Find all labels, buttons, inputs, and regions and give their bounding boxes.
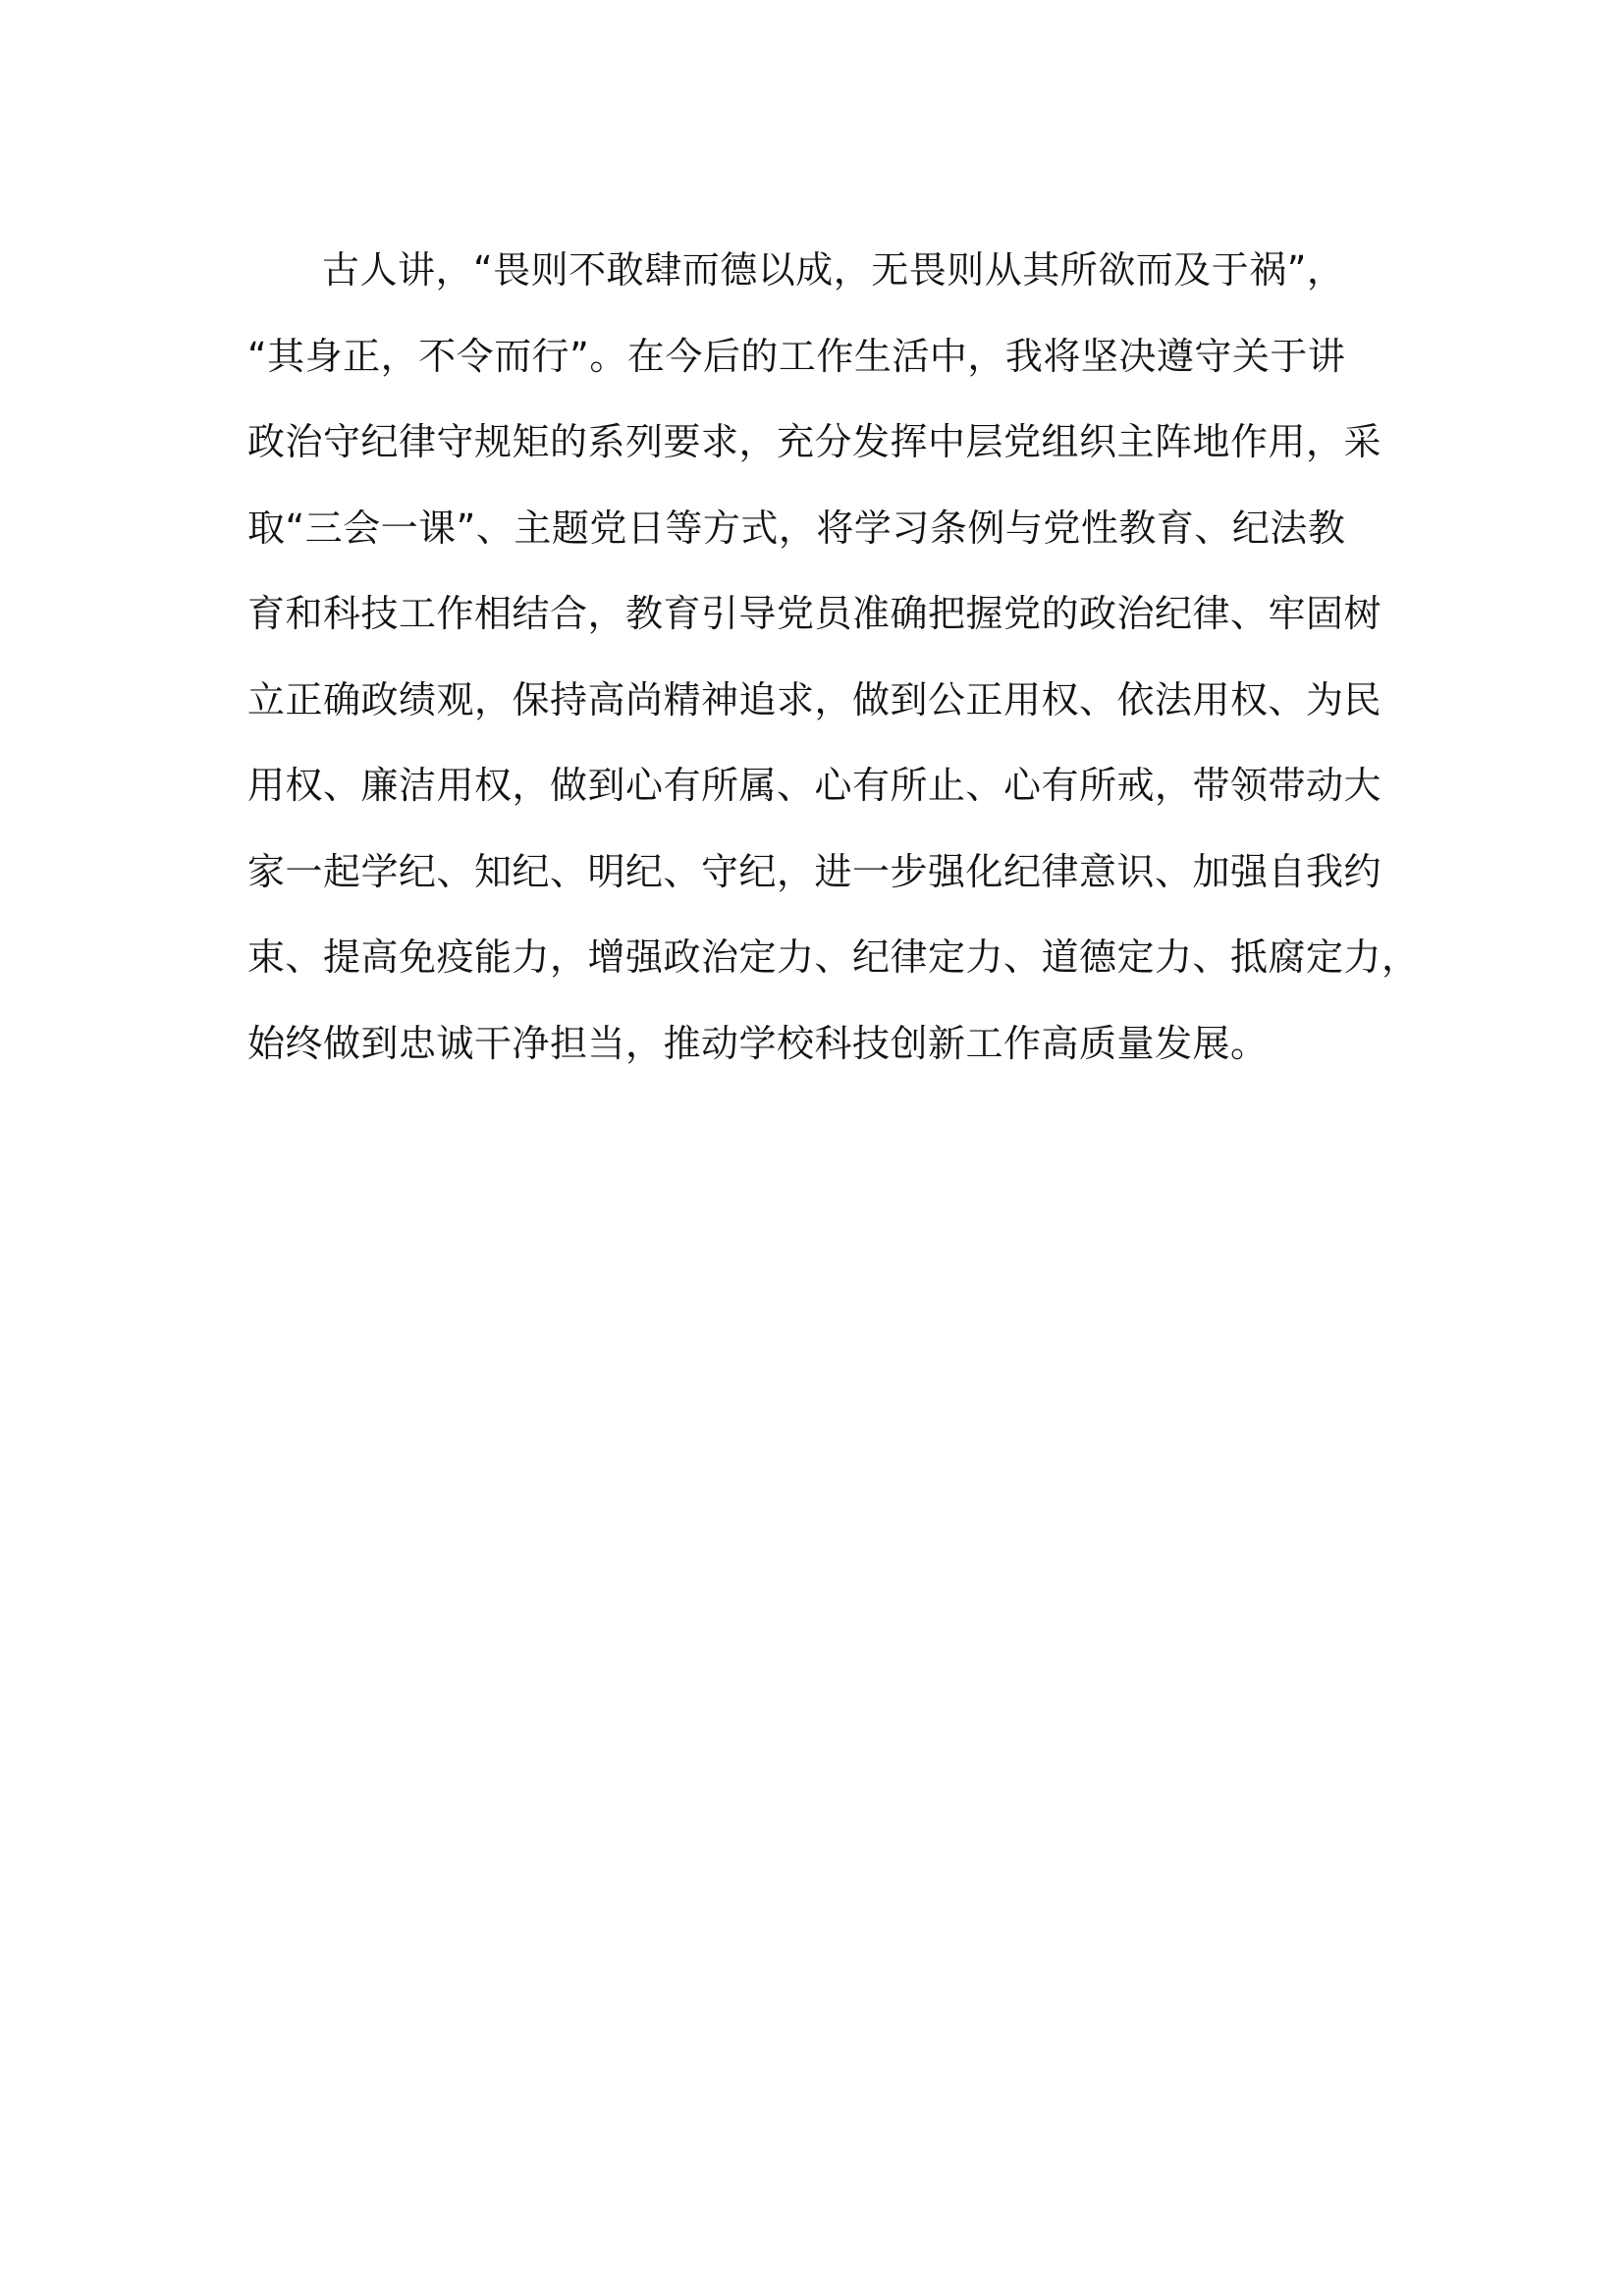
paragraph-line-1: 古人讲，“畏则不敢肆而德以成，无畏则从其所欲而及于祸”， xyxy=(322,248,1345,292)
paragraph-line-8: 家一起学纪、知纪、明纪、守纪，进一步强化纪律意识、加强自我约 xyxy=(247,849,1382,893)
paragraph-line-9: 束、提高免疫能力，增强政治定力、纪律定力、道德定力、抵腐定力， xyxy=(247,935,1420,979)
paragraph-line-6: 立正确政绩观，保持高尚精神追求，做到公正用权、依法用权、为民 xyxy=(247,677,1382,721)
paragraph xyxy=(247,228,1420,1087)
paragraph-line-2: “其身正，不令而行”。在今后的工作生活中，我将坚决遵守关于讲 xyxy=(247,334,1346,378)
paragraph-line-10: 始终做到忠诚干净担当，推动学校科技创新工作高质量发展。 xyxy=(247,1021,1269,1065)
paragraph-line-3: 政治守纪律守规矩的系列要求，充分发挥中层党组织主阵地作用，采 xyxy=(247,420,1382,463)
paragraph-line-7: 用权、廉洁用权，做到心有所属、心有所止、心有所戒，带领带动大 xyxy=(247,764,1382,807)
paragraph-line-4: 取“三会一课”、主题党日等方式，将学习条例与党性教育、纪法教 xyxy=(247,506,1346,550)
paragraph-line-5: 育和科技工作相结合，教育引导党员准确把握党的政治纪律、牢固树 xyxy=(247,592,1382,635)
